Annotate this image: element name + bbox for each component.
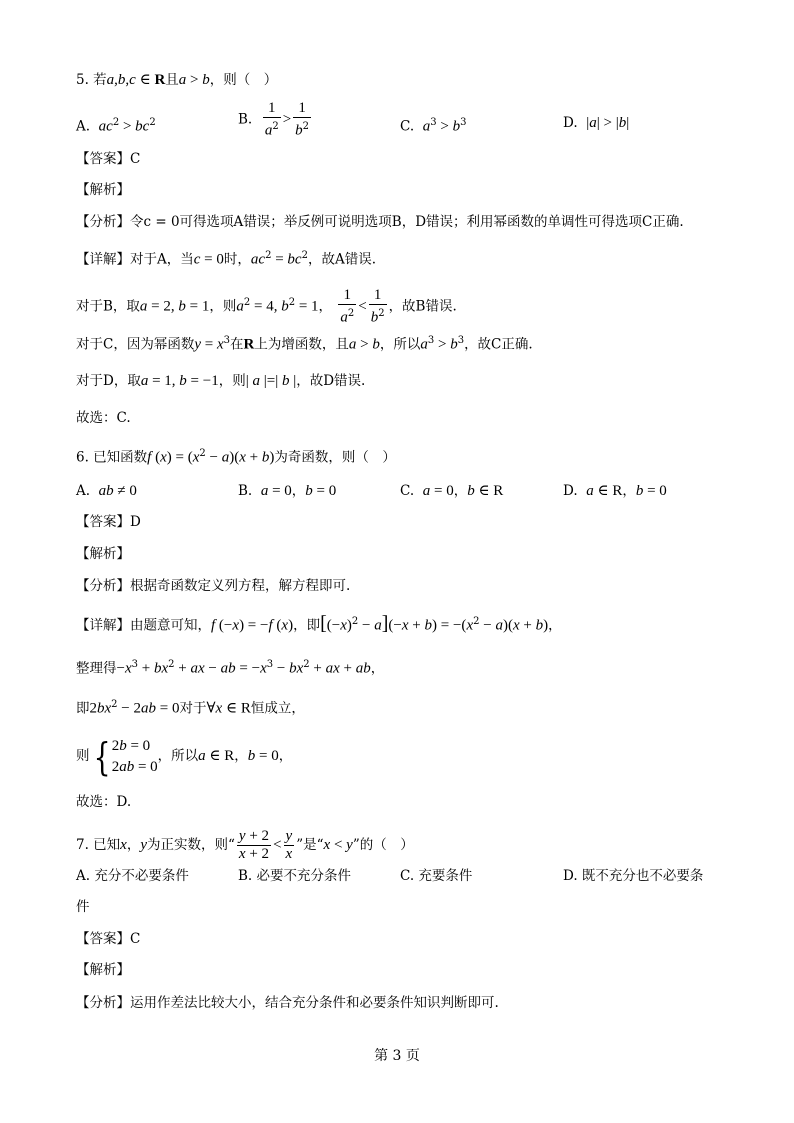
q5-option-d: D. |a| > |b| xyxy=(563,115,630,131)
q5-option-b: B. $\frac{1}{a^2}$ > $\frac{1}{b^2}$ xyxy=(238,100,310,139)
q7-option-b: B. 必要不充分条件 xyxy=(238,868,352,884)
q5-choose: 故选：C. xyxy=(76,410,131,426)
q6-option-d: D. a ∈ R，b = 0 xyxy=(563,483,667,499)
q7-answer: 【答案】C xyxy=(76,931,141,947)
q5-fenxi: 【分析】令c = 0可得选项A错误；举反例可说明选项B，D错误；利用幂函数的单调性可得选项C正确. xyxy=(76,214,684,230)
q6-option-a: A. ab ≠ 0 xyxy=(76,483,137,499)
q6-system: 则{ 2b = 0 2ab = 0，所以a ∈ R，b = 0， xyxy=(76,734,293,779)
q7-option-a: A. 充分不必要条件 xyxy=(76,868,189,884)
q5-stem: 5. 若a,b,c ∈ R且a > b，则（ ） xyxy=(76,72,278,88)
q6-analysis-tag: 【解析】 xyxy=(76,546,130,562)
q6-stem: 6. 已知函数f $(x) = (x^2 - a)(x + b)$为奇函数，则（ ） xyxy=(76,448,396,466)
q7-option-d-wrap: 件 xyxy=(76,899,90,915)
q6-answer: 【答案】D xyxy=(76,514,141,530)
q6-simplify: 整理得$-x^3 + bx^2$ + ax − ab = $-x^3 - bx^2$ + ax + ab， xyxy=(76,659,385,677)
q6-choose: 故选：D. xyxy=(76,794,132,810)
q6-option-b: B. a = 0，b = 0 xyxy=(238,483,337,499)
q5-detail-b: 对于B，取a = 2, b = 1，则$a^2 = 4$, $b^2 = 1$， $\frac{1}{a^2}$ < $\frac{1}{b^2}$ ，故B错误. xyxy=(76,287,457,326)
q5-detail-a: 【详解】对于A，当c = 0时，$ac^2 = bc^2$，故A错误. xyxy=(76,250,376,268)
q7-option-c: C. 充要条件 xyxy=(400,868,473,884)
q5-answer: 【答案】C xyxy=(76,151,141,167)
q5-analysis-tag: 【解析】 xyxy=(76,182,130,198)
q5-option-a: A. $ac^2 > bc^2$ xyxy=(76,117,156,135)
q6-identity: 即$2bx^2 - 2ab = 0$对于∀x ∈ R恒成立， xyxy=(76,699,305,717)
page-number: 第 3 页 xyxy=(374,1048,420,1064)
q5-detail-c: 对于C，因为幂函数$y = x^3$在R上为增函数，且a > b，所以$a^3 > b^3$，故C正确. xyxy=(76,335,533,353)
q6-detail: 【详解】由题意可知，f (−x) = −f (x)，即$[(-x)^2 - a](-x + b) = -(x^2 - a)(x + b)$， xyxy=(76,612,562,635)
q6-fenxi: 【分析】根据奇函数定义列方程，解方程即可. xyxy=(76,578,351,594)
q7-fenxi: 【分析】运用作差法比较大小，结合充分条件和必要条件知识判断即可. xyxy=(76,995,499,1011)
q7-option-d: D. 既不充分也不必要条 xyxy=(563,868,704,884)
q7-analysis-tag: 【解析】 xyxy=(76,962,130,978)
q5-detail-d: 对于D，取a = 1, b = −1，则| a |=| b |，故D错误. xyxy=(76,373,366,389)
q5-option-c: C. $a^3 > b^3$ xyxy=(400,117,467,135)
q6-option-c: C. a = 0，b ∈ R xyxy=(400,483,504,499)
q7-stem: 7. 已知x，y为正实数，则“ $\frac{y + 2}{x + 2}$ < $\frac{y}{x}$ ”是“x < y”的（ ） xyxy=(76,828,414,862)
